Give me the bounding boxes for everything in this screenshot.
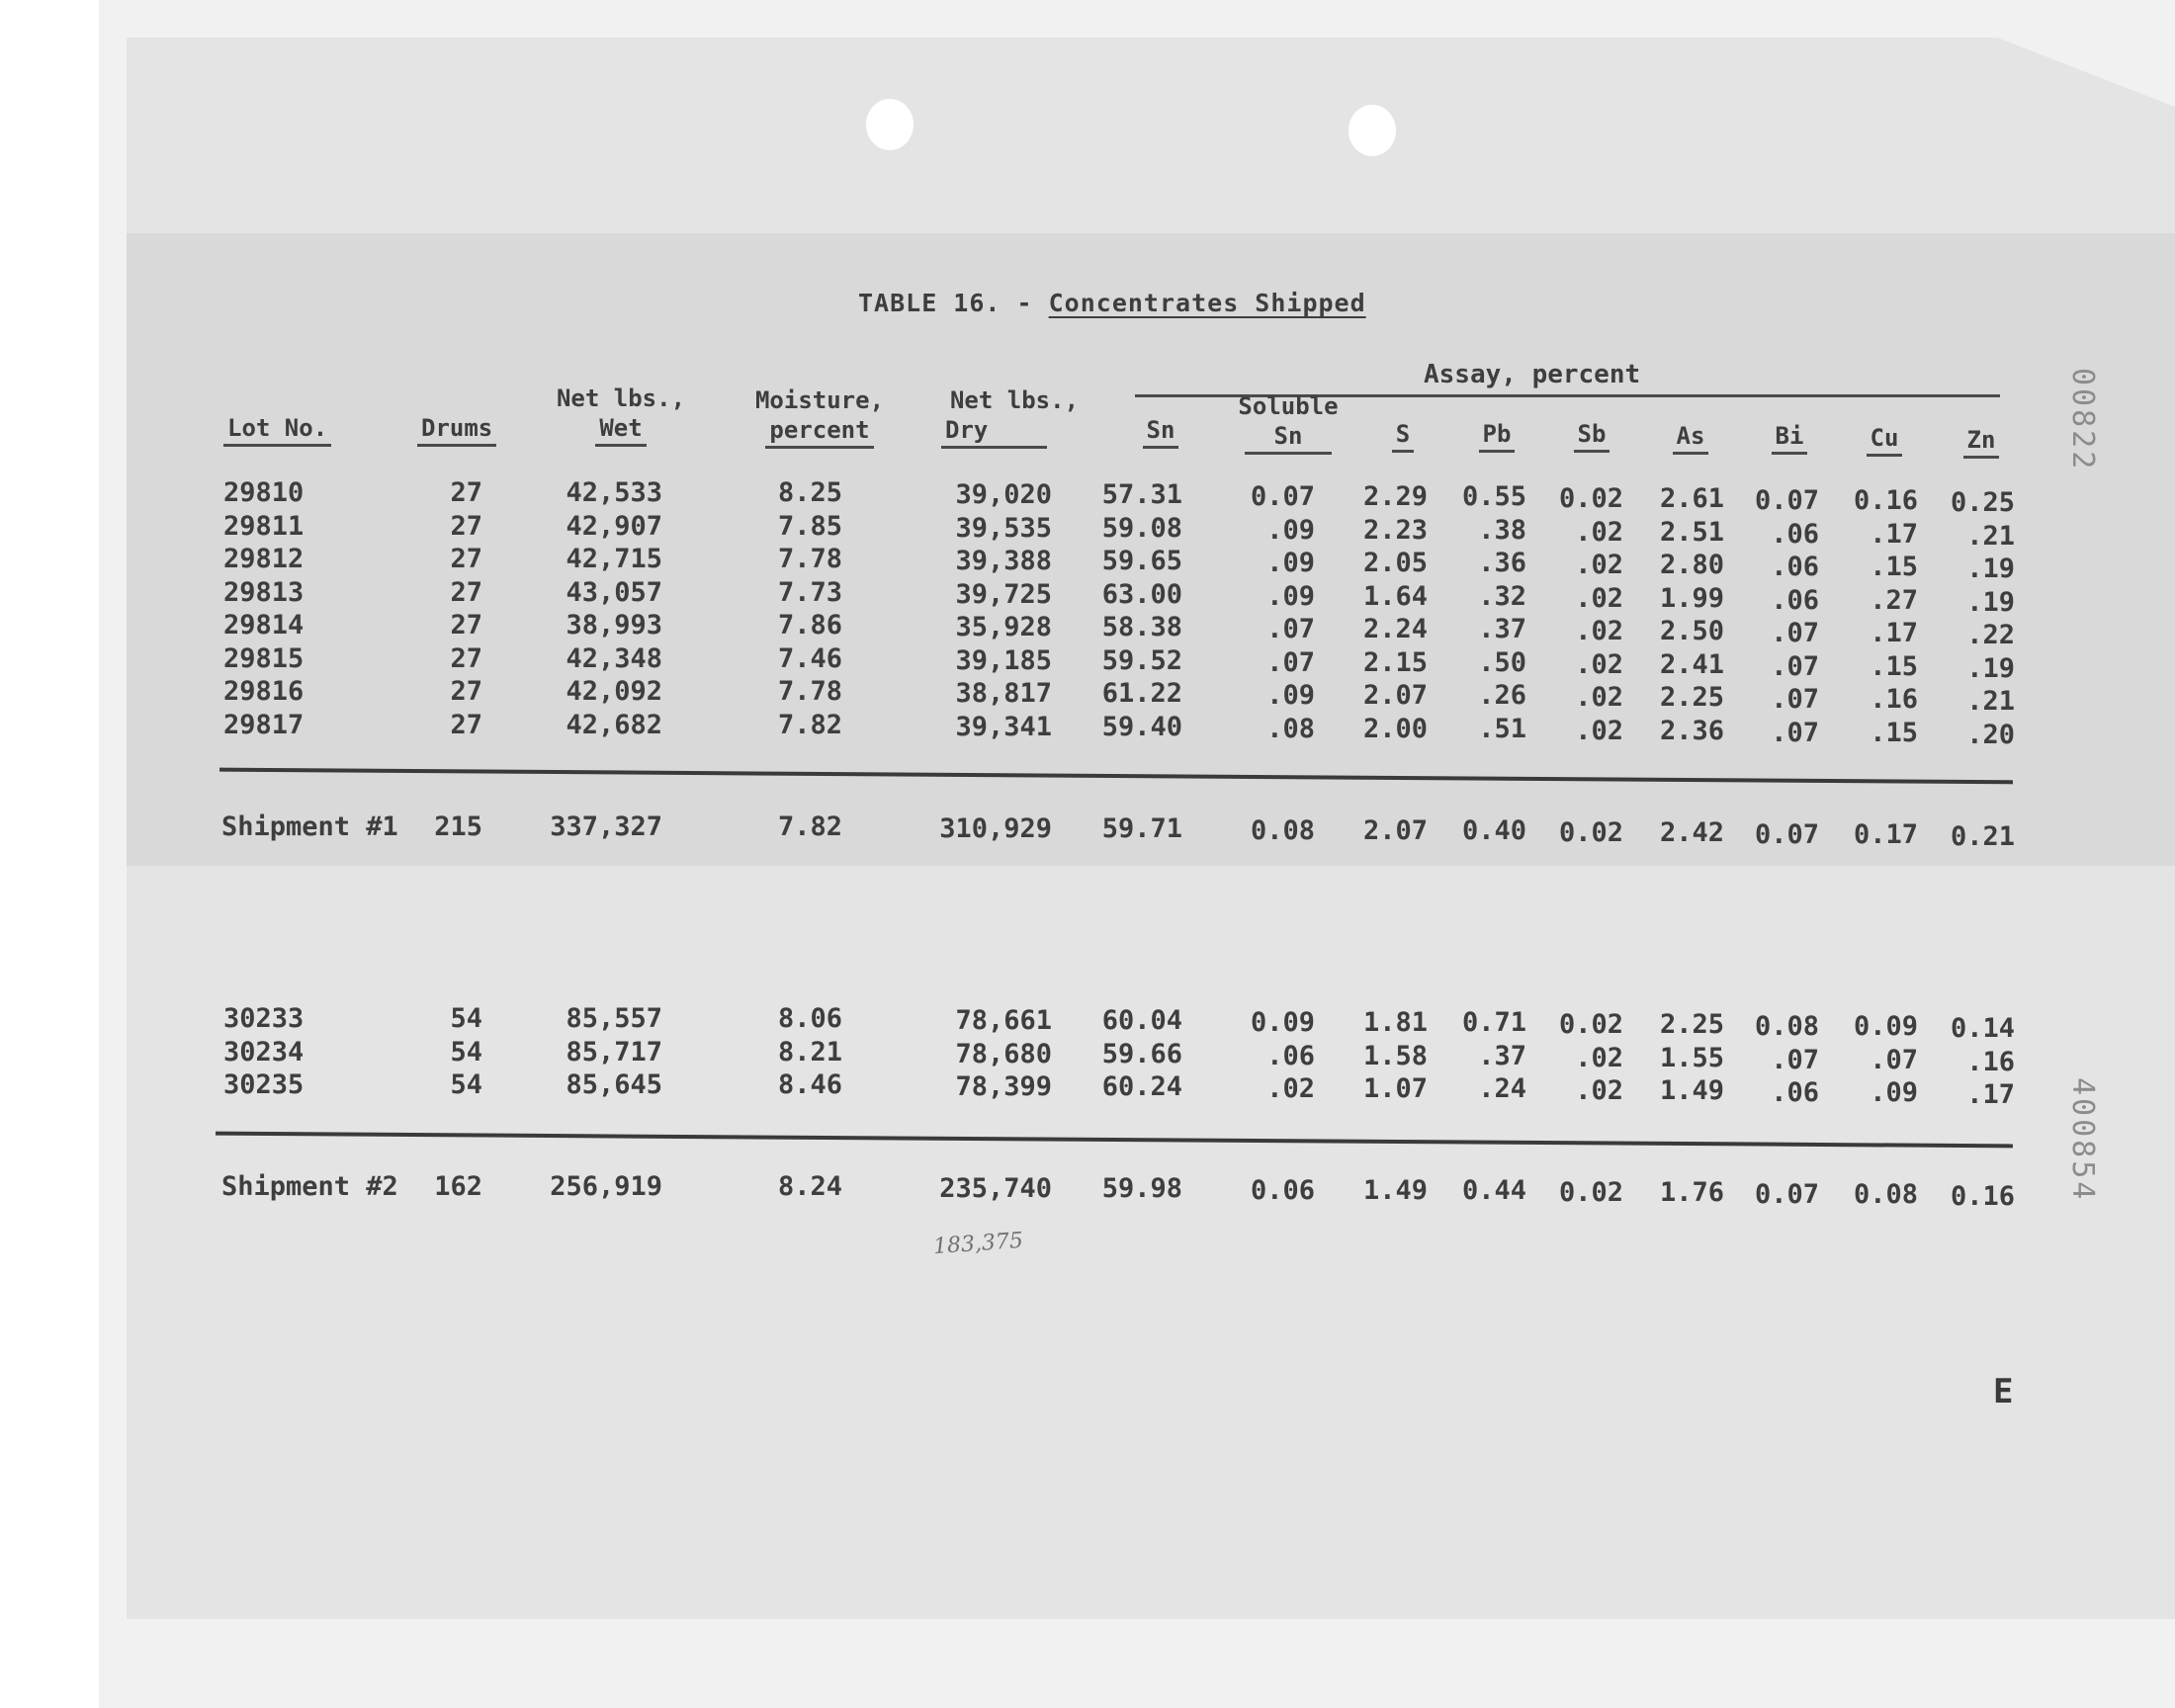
cell-s: 2.07 (1362, 680, 1428, 711)
cell-moisture: 7.78 (777, 676, 842, 707)
table-title (858, 289, 1366, 317)
cell-net-dry: 35,928 (955, 612, 1052, 642)
cell-zn: 0.14 (1950, 1013, 2015, 1044)
cell-moisture: 7.82 (777, 811, 842, 842)
cell-bi: .06 (1771, 552, 1819, 582)
cell-zn: .16 (1966, 1046, 2015, 1077)
cell-bi: 0.08 (1754, 1011, 1819, 1042)
cell-cu: .15 (1870, 717, 1918, 748)
header-moisture: Moisture, percent (736, 385, 904, 445)
cell-lot: Shipment #2 (221, 1171, 398, 1202)
cell-moisture: 7.86 (777, 610, 842, 640)
cell-bi: .06 (1771, 518, 1819, 550)
cell-moisture: 7.82 (777, 709, 842, 740)
cell-net-wet: 337,327 (550, 811, 662, 842)
cell-cu: 0.09 (1853, 1011, 1918, 1042)
cell-drums: 27 (450, 642, 482, 674)
cell-lot: 30235 (223, 1069, 304, 1100)
cell-drums: 27 (450, 709, 482, 740)
cell-as: 2.41 (1659, 648, 1724, 680)
cell-lot: 30233 (223, 1003, 304, 1034)
cell-s: 2.05 (1362, 548, 1428, 578)
header-s: S (1388, 419, 1418, 449)
cell-soluble-sn: .07 (1266, 614, 1315, 644)
cell-drums: 27 (450, 544, 482, 574)
header-net-wet: Net lbs., Wet (542, 384, 700, 443)
cell-net-wet: 42,348 (566, 642, 662, 674)
cell-soluble-sn: .09 (1266, 580, 1315, 612)
header-sn: Sn (1131, 415, 1190, 445)
handwritten-note: 183,375 (932, 1228, 1024, 1260)
cell-bi: .07 (1771, 684, 1819, 715)
cell-sn: 61.22 (1101, 678, 1182, 709)
cell-soluble-sn: .09 (1266, 548, 1315, 578)
cell-as: 1.49 (1659, 1075, 1724, 1106)
cell-as: 2.80 (1659, 550, 1724, 580)
cell-sb: .02 (1575, 715, 1623, 746)
cell-lot: Shipment #1 (221, 811, 398, 842)
cell-moisture: 8.25 (777, 477, 842, 508)
header-bi: Bi (1770, 421, 1809, 451)
cell-bi: .06 (1771, 584, 1819, 616)
header-assay-group: Assay, percent (1424, 360, 1641, 389)
cell-as: 1.55 (1659, 1042, 1724, 1073)
cell-zn: .21 (1966, 520, 2015, 552)
cell-net-wet: 42,092 (566, 676, 662, 707)
cell-sn: 59.65 (1101, 546, 1182, 576)
cell-net-dry: 39,020 (955, 479, 1052, 510)
table-row (0, 1002, 2076, 1044)
cell-pb: 0.55 (1461, 481, 1526, 512)
cell-s: 2.15 (1362, 646, 1428, 678)
cell-soluble-sn: .08 (1266, 713, 1315, 744)
cell-moisture: 7.85 (777, 510, 842, 542)
cell-net-wet: 42,715 (566, 544, 662, 574)
cell-drums: 215 (434, 811, 482, 842)
cell-zn: 0.25 (1950, 487, 2015, 518)
cell-s: 2.00 (1362, 713, 1428, 744)
cell-cu: 0.17 (1853, 819, 1918, 850)
cell-soluble-sn: 0.08 (1250, 815, 1315, 846)
cell-sn: 57.31 (1101, 479, 1182, 510)
cell-cu: .17 (1870, 518, 1918, 550)
cell-s: 1.64 (1362, 580, 1428, 612)
header-pb: Pb (1477, 419, 1517, 449)
cell-moisture: 8.06 (777, 1003, 842, 1034)
cell-as: 2.25 (1659, 682, 1724, 713)
cell-moisture: 7.78 (777, 544, 842, 574)
cell-lot: 30234 (223, 1036, 304, 1068)
cell-bi: .07 (1771, 1044, 1819, 1075)
table-total-row (0, 811, 2076, 852)
cell-s: 1.81 (1362, 1007, 1428, 1038)
cell-soluble-sn: .07 (1266, 646, 1315, 678)
cell-soluble-sn: 0.09 (1250, 1007, 1315, 1038)
cell-cu: 0.08 (1853, 1179, 1918, 1210)
table-row (0, 609, 2076, 650)
cell-pb: .24 (1478, 1073, 1526, 1104)
cell-zn: 0.21 (1950, 821, 2015, 852)
cell-drums: 27 (450, 676, 482, 707)
cell-bi: 0.07 (1754, 1179, 1819, 1210)
cell-lot: 29815 (223, 642, 304, 674)
cell-sn: 63.00 (1101, 578, 1182, 610)
cell-lot: 29813 (223, 576, 304, 608)
cell-as: 1.99 (1659, 582, 1724, 614)
cell-zn: .22 (1966, 620, 2015, 650)
cell-cu: .15 (1870, 552, 1918, 582)
cell-lot: 29810 (223, 477, 304, 508)
title-prefix: TABLE 16. - (858, 289, 1049, 317)
table-row (0, 576, 2076, 618)
cell-moisture: 8.21 (777, 1036, 842, 1068)
cell-net-dry: 78,680 (955, 1038, 1052, 1069)
cell-cu: .07 (1870, 1044, 1918, 1075)
cell-pb: .26 (1478, 680, 1526, 711)
cell-sb: 0.02 (1558, 1177, 1623, 1208)
cell-net-wet: 38,993 (566, 610, 662, 640)
cell-sb: .02 (1575, 682, 1623, 713)
cell-lot: 29811 (223, 510, 304, 542)
cell-s: 1.49 (1362, 1175, 1428, 1206)
header-net-dry: Net lbs., Dry (935, 385, 1093, 445)
corner-mark: E (1993, 1372, 2014, 1411)
header-cu: Cu (1865, 423, 1904, 453)
cell-sb: .02 (1575, 582, 1623, 614)
cell-lot: 29817 (223, 709, 304, 740)
cell-sn: 59.98 (1101, 1173, 1182, 1204)
table-row (0, 642, 2076, 684)
punch-hole-right (1348, 105, 1396, 156)
header-drums: Drums (417, 413, 496, 443)
cell-sb: .02 (1575, 616, 1623, 646)
cell-sn: 60.04 (1101, 1005, 1182, 1036)
cell-net-dry: 39,185 (955, 644, 1052, 676)
cell-zn: 0.16 (1950, 1181, 2015, 1212)
table-row (0, 543, 2076, 584)
cell-pb: .36 (1478, 548, 1526, 578)
header-as: As (1671, 421, 1710, 451)
cell-sb: .02 (1575, 1042, 1623, 1073)
cell-cu: .16 (1870, 684, 1918, 715)
cell-moisture: 8.24 (777, 1171, 842, 1202)
cell-pb: 0.71 (1461, 1007, 1526, 1038)
cell-zn: .19 (1966, 652, 2015, 684)
cell-s: 2.29 (1362, 481, 1428, 512)
folded-corner (1997, 38, 2175, 107)
side-number-bottom: 400854 (2065, 1077, 2100, 1203)
cell-as: 2.42 (1659, 817, 1724, 848)
cell-cu: .17 (1870, 618, 1918, 648)
cell-net-wet: 85,557 (566, 1003, 662, 1034)
cell-drums: 27 (450, 576, 482, 608)
cell-net-dry: 235,740 (939, 1173, 1052, 1204)
header-sb: Sb (1572, 419, 1611, 449)
cell-zn: .21 (1966, 686, 2015, 717)
cell-cu: .15 (1870, 650, 1918, 682)
cell-net-dry: 310,929 (939, 813, 1052, 844)
cell-drums: 27 (450, 510, 482, 542)
cell-net-wet: 42,533 (566, 477, 662, 508)
cell-pb: 0.44 (1461, 1175, 1526, 1206)
cell-net-wet: 42,682 (566, 709, 662, 740)
header-soluble-sn: Soluble Sn (1224, 391, 1352, 451)
cell-cu: .27 (1870, 584, 1918, 616)
side-number-top: 00822 (2065, 368, 2100, 472)
cell-bi: 0.07 (1754, 819, 1819, 850)
table-row (0, 1068, 2076, 1110)
table-row (0, 675, 2076, 717)
table-total-row (0, 1170, 2076, 1212)
table-row (0, 510, 2076, 552)
cell-pb: 0.40 (1461, 815, 1526, 846)
cell-sb: 0.02 (1558, 1009, 1623, 1040)
cell-bi: .07 (1771, 650, 1819, 682)
cell-sn: 59.40 (1101, 711, 1182, 742)
cell-cu: 0.16 (1853, 485, 1918, 516)
cell-lot: 29816 (223, 676, 304, 707)
cell-soluble-sn: 0.06 (1250, 1175, 1315, 1206)
cell-drums: 162 (434, 1171, 482, 1202)
cell-drums: 54 (450, 1036, 482, 1068)
cell-s: 1.07 (1362, 1073, 1428, 1104)
cell-drums: 54 (450, 1069, 482, 1100)
cell-pb: .51 (1478, 713, 1526, 744)
cell-sb: .02 (1575, 516, 1623, 548)
cell-sn: 59.66 (1101, 1038, 1182, 1069)
cell-pb: .50 (1478, 646, 1526, 678)
cell-soluble-sn: .09 (1266, 514, 1315, 546)
cell-drums: 27 (450, 610, 482, 640)
cell-net-wet: 85,717 (566, 1036, 662, 1068)
header-zn: Zn (1961, 425, 2001, 455)
cell-sn: 58.38 (1101, 612, 1182, 642)
cell-net-dry: 78,399 (955, 1071, 1052, 1102)
cell-as: 2.36 (1659, 715, 1724, 746)
cell-lot: 29812 (223, 544, 304, 574)
cell-sn: 59.08 (1101, 512, 1182, 544)
cell-zn: .19 (1966, 554, 2015, 584)
cell-net-dry: 38,817 (955, 678, 1052, 709)
cell-drums: 54 (450, 1003, 482, 1034)
cell-s: 1.58 (1362, 1040, 1428, 1071)
cell-sb: 0.02 (1558, 817, 1623, 848)
cell-s: 2.23 (1362, 514, 1428, 546)
cell-s: 2.24 (1362, 614, 1428, 644)
cell-net-dry: 78,661 (955, 1005, 1052, 1036)
cell-as: 2.51 (1659, 516, 1724, 548)
cell-drums: 27 (450, 477, 482, 508)
cell-pb: .38 (1478, 514, 1526, 546)
table-row (0, 709, 2076, 750)
cell-zn: .17 (1966, 1079, 2015, 1110)
cell-net-wet: 256,919 (550, 1171, 662, 1202)
cell-sn: 59.52 (1101, 644, 1182, 676)
cell-soluble-sn: 0.07 (1250, 481, 1315, 512)
cell-cu: .09 (1870, 1077, 1918, 1108)
cell-net-dry: 39,535 (955, 512, 1052, 544)
cell-zn: .19 (1966, 586, 2015, 618)
cell-pb: .32 (1478, 580, 1526, 612)
cell-net-dry: 39,341 (955, 711, 1052, 742)
cell-as: 2.50 (1659, 616, 1724, 646)
cell-soluble-sn: .02 (1266, 1073, 1315, 1104)
cell-sb: .02 (1575, 1075, 1623, 1106)
cell-net-wet: 42,907 (566, 510, 662, 542)
cell-soluble-sn: .09 (1266, 680, 1315, 711)
cell-net-wet: 85,645 (566, 1069, 662, 1100)
cell-bi: .07 (1771, 717, 1819, 748)
cell-sb: .02 (1575, 550, 1623, 580)
cell-as: 1.76 (1659, 1177, 1724, 1208)
cell-zn: .20 (1966, 719, 2015, 750)
punch-hole-left (866, 99, 914, 150)
table-row (0, 476, 2076, 518)
cell-bi: .06 (1771, 1077, 1819, 1108)
cell-moisture: 8.46 (777, 1069, 842, 1100)
cell-s: 2.07 (1362, 815, 1428, 846)
cell-moisture: 7.73 (777, 576, 842, 608)
title-main: Concentrates Shipped (1048, 289, 1366, 317)
cell-bi: .07 (1771, 618, 1819, 648)
cell-as: 2.61 (1659, 483, 1724, 514)
cell-lot: 29814 (223, 610, 304, 640)
cell-sb: .02 (1575, 648, 1623, 680)
cell-moisture: 7.46 (777, 642, 842, 674)
cell-net-dry: 39,725 (955, 578, 1052, 610)
cell-sn: 59.71 (1101, 813, 1182, 844)
header-lot-no: Lot No. (223, 413, 331, 443)
cell-sn: 60.24 (1101, 1071, 1182, 1102)
cell-net-dry: 39,388 (955, 546, 1052, 576)
cell-bi: 0.07 (1754, 485, 1819, 516)
cell-sb: 0.02 (1558, 483, 1623, 514)
cell-pb: .37 (1478, 1040, 1526, 1071)
cell-net-wet: 43,057 (566, 576, 662, 608)
cell-pb: .37 (1478, 614, 1526, 644)
cell-soluble-sn: .06 (1266, 1040, 1315, 1071)
table-row (0, 1036, 2076, 1077)
cell-as: 2.25 (1659, 1009, 1724, 1040)
